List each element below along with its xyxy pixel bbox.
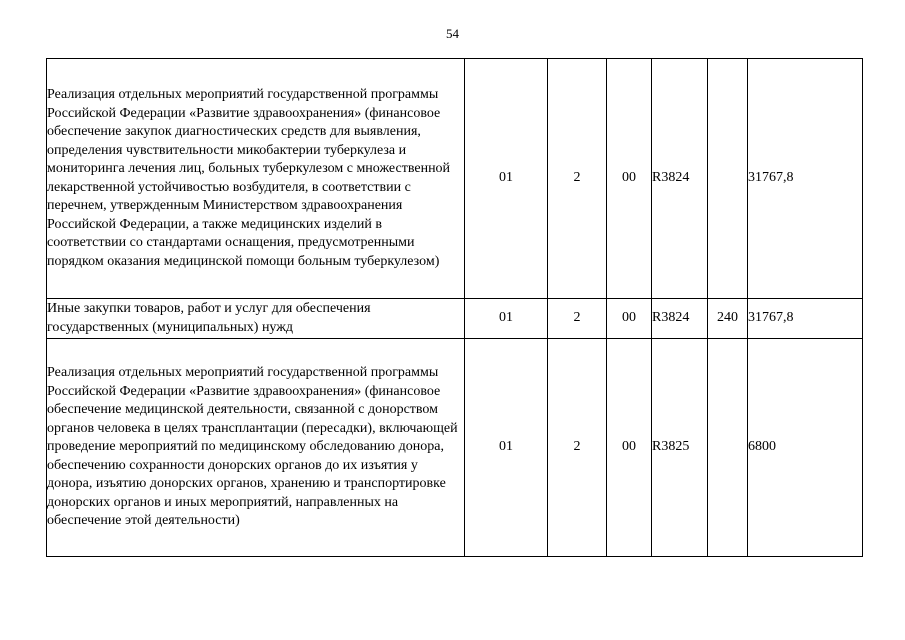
row-description-cell — [47, 59, 465, 299]
expense-type-code — [708, 339, 748, 557]
row-description: Реализация отдельных мероприятий государственной программы Российской Федерации «Развитие здравоохранения» (финансовое обеспечение медицинской деятельности, связанной с донорством органов человека в целях трансплантации (пересадки), включающей проведение мероприятий по медицинскому обследованию донора, обеспечению сохранности донорских органов до их изъятия у донора, изъятию донорских органов, хранению и транспортировке донорских органов и иных мероприятий, направленных на обеспечение этой деятельности) — [47, 365, 458, 529]
amount-value: 31767,8 — [748, 59, 863, 299]
direction-code: 00 — [607, 299, 652, 339]
page-number: 54 — [446, 26, 459, 41]
direction-code: 00 — [607, 339, 652, 557]
subprogram-code: 2 — [548, 339, 607, 557]
expense-type-code — [708, 59, 748, 299]
program-code: 01 — [465, 299, 548, 339]
target-code: R3825 — [652, 339, 708, 557]
target-code: R3824 — [652, 59, 708, 299]
subprogram-code: 2 — [548, 299, 607, 339]
budget-table — [46, 58, 863, 557]
program-code: 01 — [465, 339, 548, 557]
amount-value: 6800 — [748, 339, 863, 557]
expense-type-code: 240 — [708, 299, 748, 339]
amount-value: 31767,8 — [748, 299, 863, 339]
table-row — [47, 59, 863, 299]
row-description: Иные закупки товаров, работ и услуг для обеспечения государственных (муниципальных) нужд — [47, 301, 371, 335]
row-description-cell — [47, 339, 465, 557]
program-code: 01 — [465, 59, 548, 299]
row-description: Реализация отдельных мероприятий государственной программы Российской Федерации «Развитие здравоохранения» (финансовое обеспечение закупок диагностических средств для выявления, определения чувствительности микобактерии туберкулеза и мониторинга лечения лиц, больных туберкулезом с множественной лекарственной устойчивостью возбудителя, в соответствии с перечнем, утвержденным Министерством здравоохранения Российской Федерации, а также медицинских изделий в соответствии со стандартами оснащения, предусмотренными порядком оказания медицинской помощи больным туберкулезом) — [47, 87, 451, 269]
direction-code: 00 — [607, 59, 652, 299]
table-row — [47, 339, 863, 557]
subprogram-code: 2 — [548, 59, 607, 299]
table-row — [47, 299, 863, 339]
row-description-cell — [47, 299, 465, 339]
target-code: R3824 — [652, 299, 708, 339]
